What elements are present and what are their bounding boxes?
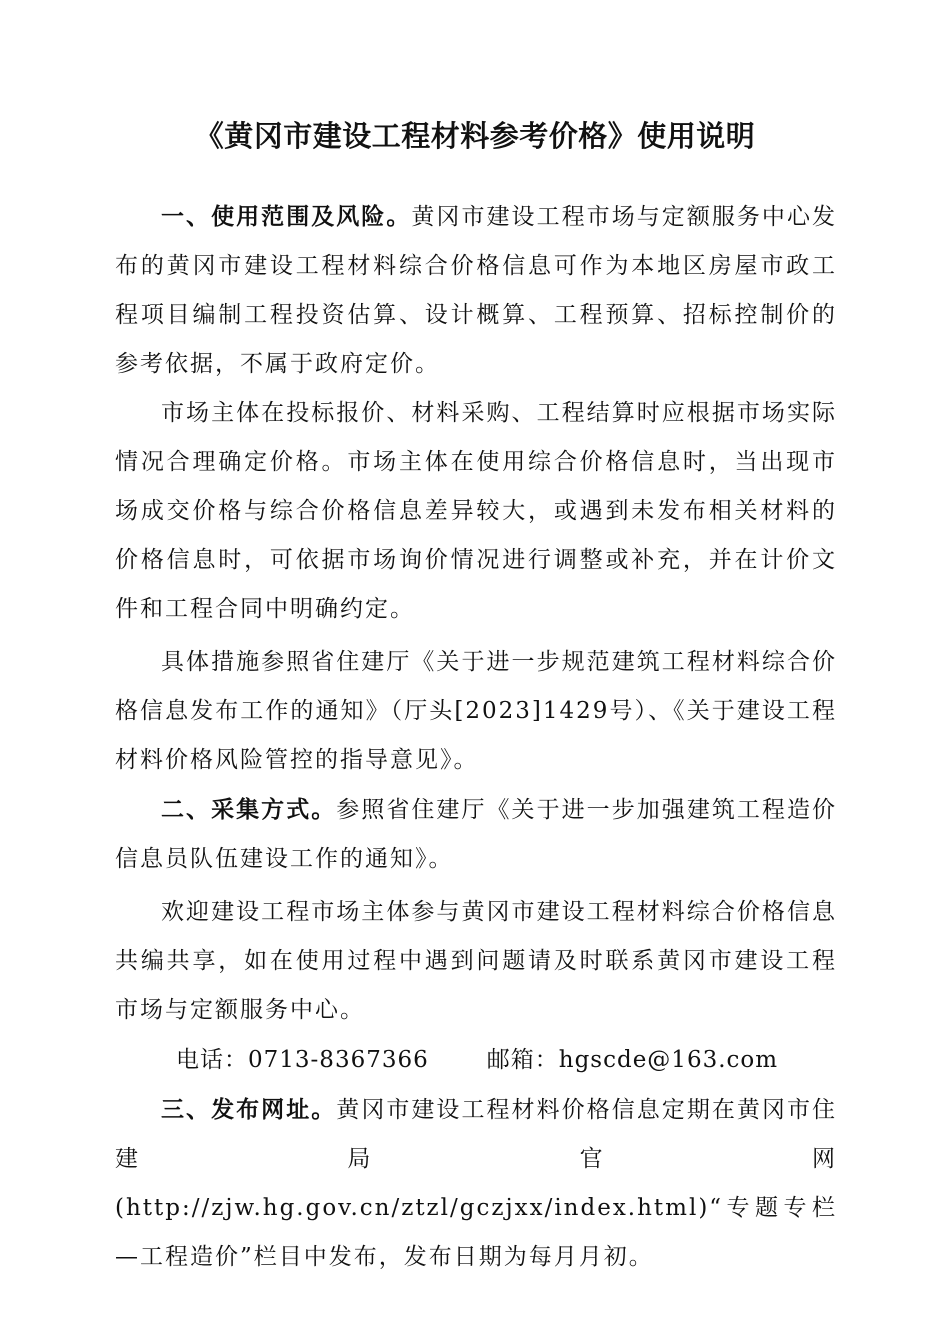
contact-line xyxy=(176,1036,778,1085)
section-3-heading: 三、发布网址。 xyxy=(161,1097,337,1123)
measures-paragraph: 具体措施参照省住建厅《关于进一步规范建筑工程材料综合价格信息发布工作的通知》（厅头[2023]1429号）、《关于建设工程材料价格风险管控的指导意见》。 xyxy=(115,649,837,773)
section-1-paragraph xyxy=(115,193,837,389)
document-title: 《黄冈市建设工程材料参考价格》使用说明 xyxy=(194,119,756,153)
market-paragraph: 市场主体在投标报价、材料采购、工程结算时应根据市场实际情况合理确定价格。市场主体在使用综合价格信息时，当出现市场成交价格与综合价格信息差异较大，或遇到未发布相关材料的价格信息时，可依据市场询价情况进行调整或补充，并在计价文件和工程合同中明确约定。 xyxy=(115,400,837,622)
section-2-text: 参照省住建厅《关于进一步加强建筑工程造价信息员队伍建设工作的通知》。 xyxy=(115,797,838,872)
section-2-heading: 二、采集方式。 xyxy=(161,797,337,823)
section-1-text: 黄冈市建设工程市场与定额服务中心发布的黄冈市建设工程材料综合价格信息可作为本地区房屋市政工程项目编制工程投资估算、设计概算、工程预算、招标控制价的参考依据，不属于政府定价。 xyxy=(115,204,838,377)
welcome-paragraph: 欢迎建设工程市场主体参与黄冈市建设工程材料综合价格信息共编共享，如在使用过程中遇到问题请及时联系黄冈市建设工程市场与定额服务中心。 xyxy=(115,899,837,1023)
contact-email: 邮箱：hgscde@163.com xyxy=(486,1047,779,1073)
section-3-paragraph xyxy=(115,1086,837,1282)
section-3-text: 黄冈市建设工程材料价格信息定期在黄冈市住建局官网(http://zjw.hg.gov.cn/ztzl/gczjxx/index.html)“专题专栏—工程造价”栏目中发布，发布日期为每月月初。 xyxy=(115,1097,838,1270)
contact-phone: 电话：0713-8367366 xyxy=(176,1047,429,1073)
section-1-heading: 一、使用范围及风险。 xyxy=(161,204,412,230)
section-2-paragraph xyxy=(115,786,837,884)
